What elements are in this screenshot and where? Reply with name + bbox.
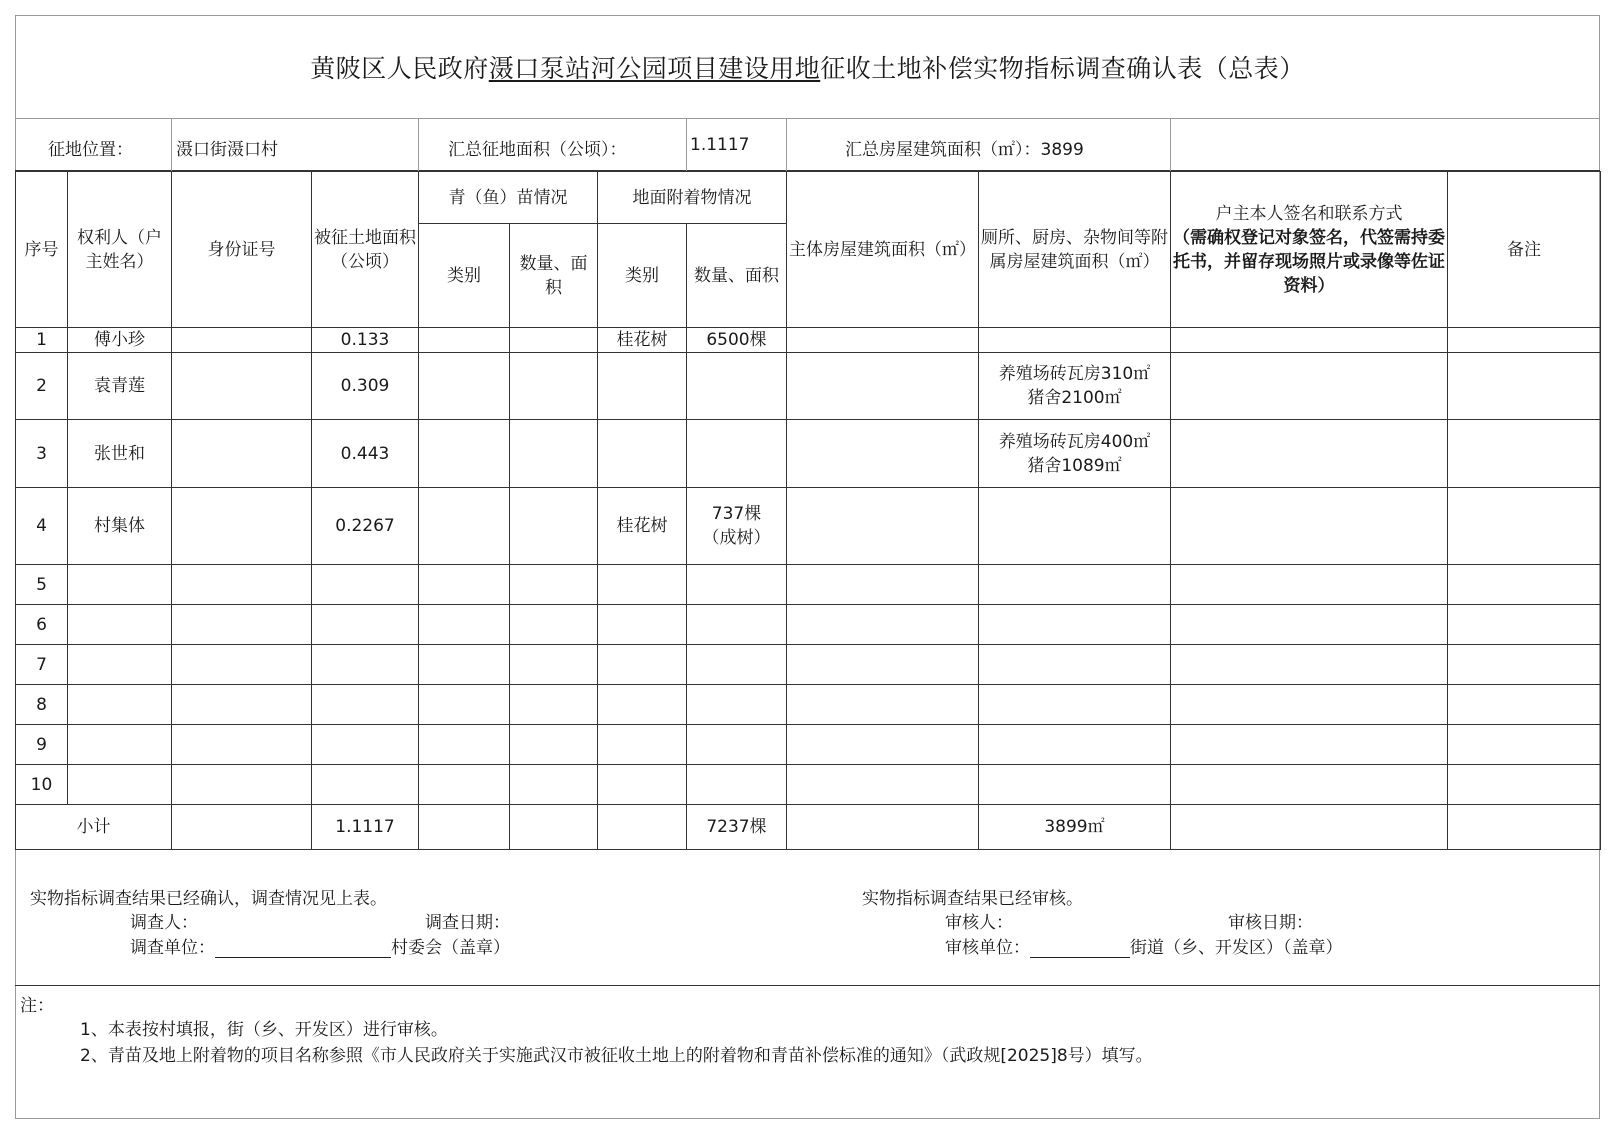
id-cell: [172, 685, 312, 725]
seq-cell: 7: [16, 645, 68, 685]
seq-cell: 2: [16, 353, 68, 420]
attach-quantity-cell: [687, 725, 787, 765]
owner-cell: [68, 765, 172, 805]
attach-type-cell: [598, 645, 687, 685]
aux-house-cell: [979, 685, 1171, 725]
remark-cell: [1448, 488, 1601, 565]
id-cell: [172, 565, 312, 605]
crops-quantity-cell: [510, 605, 598, 645]
remark-cell: [1448, 605, 1601, 645]
aux-house-cell: [979, 328, 1171, 353]
page-title: [15, 15, 1600, 119]
land-area-cell: [312, 605, 419, 645]
total-area-label: 汇总征地面积（公顷）：: [448, 140, 627, 160]
notes-divider: [15, 985, 1600, 986]
attach-type-cell: [598, 605, 687, 645]
review-unit-label: 审核单位：: [945, 938, 1030, 958]
land-area-cell: [312, 765, 419, 805]
id-cell: [172, 725, 312, 765]
land-area-cell: [312, 725, 419, 765]
crops-type-cell: [419, 488, 510, 565]
attach-type-cell: [598, 765, 687, 805]
header-crops: 青（鱼）苗情况: [419, 172, 598, 224]
title-project: 滠口泵站河公园项目建设用地: [488, 53, 821, 83]
street-seal: 街道（乡、开发区）（盖章）: [1130, 938, 1343, 958]
header-owner: 权利人（户主姓名）: [68, 172, 172, 328]
total-area-value: 1.1117: [690, 135, 750, 155]
review-unit-row: [945, 933, 1343, 958]
crops-quantity-cell: [510, 328, 598, 353]
header-main-house: 主体房屋建筑面积（㎡）: [787, 172, 979, 328]
attach-type-cell: [598, 725, 687, 765]
total-building-label: 汇总房屋建筑面积（㎡）：3899: [845, 140, 1084, 160]
attach-quantity-cell: [687, 565, 787, 605]
header-attach-type: 类别: [598, 224, 687, 328]
aux-house-cell: [979, 765, 1171, 805]
id-cell: [172, 765, 312, 805]
signature-cell: [1171, 685, 1448, 725]
subtotal-cell: [1171, 805, 1448, 850]
attach-type-cell: [598, 565, 687, 605]
location-label: 征地位置：: [48, 140, 133, 160]
table-row: [16, 605, 1601, 645]
investigator-label: 调查人：: [130, 913, 198, 933]
investigate-unit-label: 调查单位：: [130, 938, 215, 958]
main-house-cell: [787, 420, 979, 488]
crops-quantity-cell: [510, 488, 598, 565]
location-value: 滠口街滠口村: [176, 140, 278, 160]
id-cell: [172, 353, 312, 420]
id-cell: [172, 605, 312, 645]
remark-cell: [1448, 765, 1601, 805]
main-house-cell: [787, 685, 979, 725]
land-area-cell: 0.2267: [312, 488, 419, 565]
remark-cell: [1448, 565, 1601, 605]
attach-quantity-cell: [687, 420, 787, 488]
remark-cell: [1448, 645, 1601, 685]
attach-quantity-cell: [687, 605, 787, 645]
table-row: [16, 328, 1601, 353]
main-house-cell: [787, 645, 979, 685]
attach-type-cell: 桂花树: [598, 328, 687, 353]
attach-quantity-cell: [687, 685, 787, 725]
table-row: [16, 725, 1601, 765]
seq-cell: 4: [16, 488, 68, 565]
main-house-cell: [787, 565, 979, 605]
attach-quantity-cell: [687, 645, 787, 685]
subtotal-cell: [598, 805, 687, 850]
subtotal-cell: [172, 805, 312, 850]
id-cell: [172, 645, 312, 685]
main-house-cell: [787, 328, 979, 353]
subtotal-attach-quantity: 7237棵: [687, 805, 787, 850]
investigate-unit-row: [130, 933, 510, 958]
signature-cell: [1171, 725, 1448, 765]
crops-type-cell: [419, 420, 510, 488]
attach-quantity-cell: 737棵 （成树）: [687, 488, 787, 565]
owner-cell: 张世和: [68, 420, 172, 488]
crops-type-cell: [419, 353, 510, 420]
subtotal-label: 小计: [16, 805, 172, 850]
signature-cell: [1171, 645, 1448, 685]
remark-cell: [1448, 725, 1601, 765]
header-remark: 备注: [1448, 172, 1601, 328]
main-house-cell: [787, 765, 979, 805]
main-house-cell: [787, 605, 979, 645]
signature-cell: [1171, 353, 1448, 420]
remark-cell: [1448, 328, 1601, 353]
signature-cell: [1171, 420, 1448, 488]
seq-cell: 5: [16, 565, 68, 605]
crops-type-cell: [419, 328, 510, 353]
owner-cell: [68, 565, 172, 605]
signature-cell: [1171, 488, 1448, 565]
left-statement: 实物指标调查结果已经确认，调查情况见上表。: [30, 889, 387, 909]
signature-cell: [1171, 605, 1448, 645]
aux-house-cell: [979, 488, 1171, 565]
owner-cell: [68, 685, 172, 725]
attach-quantity-cell: [687, 765, 787, 805]
header-id: 身份证号: [172, 172, 312, 328]
reviewer-label: 审核人：: [945, 913, 1013, 933]
owner-cell: [68, 725, 172, 765]
note-1: 1、本表按村填报，街（乡、开发区）进行审核。: [80, 1020, 448, 1040]
main-house-cell: [787, 725, 979, 765]
aux-house-cell: [979, 645, 1171, 685]
id-cell: [172, 328, 312, 353]
owner-cell: [68, 605, 172, 645]
crops-quantity-cell: [510, 765, 598, 805]
attach-type-cell: 桂花树: [598, 488, 687, 565]
seq-cell: 9: [16, 725, 68, 765]
crops-quantity-cell: [510, 353, 598, 420]
subtotal-cell: [1448, 805, 1601, 850]
crops-quantity-cell: [510, 645, 598, 685]
id-cell: [172, 488, 312, 565]
notes-heading: 注：: [20, 996, 54, 1016]
right-statement: 实物指标调查结果已经审核。: [862, 889, 1083, 909]
table-row: [16, 488, 1601, 565]
village-seal: 村委会（盖章）: [391, 938, 510, 958]
investigate-unit-blank[interactable]: [215, 939, 391, 958]
owner-cell: 傅小珍: [68, 328, 172, 353]
crops-type-cell: [419, 765, 510, 805]
land-area-cell: [312, 565, 419, 605]
crops-type-cell: [419, 645, 510, 685]
investigate-date-label: 调查日期：: [425, 913, 510, 933]
header-crops-type: 类别: [419, 224, 510, 328]
remark-cell: [1448, 685, 1601, 725]
title-suffix: 征收土地补偿实物指标调查确认表（总表）: [820, 53, 1305, 83]
crops-quantity-cell: [510, 420, 598, 488]
aux-house-cell: 养殖场砖瓦房400㎡ 猪舍1089㎡: [979, 420, 1171, 488]
signature-cell: [1171, 765, 1448, 805]
land-area-cell: 0.443: [312, 420, 419, 488]
subtotal-aux: 3899㎡: [979, 805, 1171, 850]
header-aux-house: 厕所、厨房、杂物间等附属房屋建筑面积（㎡）: [979, 172, 1171, 328]
table-row: [16, 685, 1601, 725]
main-house-cell: [787, 353, 979, 420]
seq-cell: 3: [16, 420, 68, 488]
subtotal-land: 1.1117: [312, 805, 419, 850]
remark-cell: [1448, 420, 1601, 488]
attach-type-cell: [598, 353, 687, 420]
owner-cell: [68, 645, 172, 685]
crops-quantity-cell: [510, 725, 598, 765]
attach-type-cell: [598, 420, 687, 488]
seq-cell: 10: [16, 765, 68, 805]
main-house-cell: [787, 488, 979, 565]
review-unit-blank[interactable]: [1030, 939, 1130, 958]
subtotal-cell: [510, 805, 598, 850]
crops-quantity-cell: [510, 685, 598, 725]
header-signature: [1171, 172, 1448, 328]
owner-cell: 袁青莲: [68, 353, 172, 420]
header-land-area: 被征土地面积（公顷）: [312, 172, 419, 328]
table-row: [16, 420, 1601, 488]
table-row: [16, 565, 1601, 605]
id-cell: [172, 420, 312, 488]
review-date-label: 审核日期：: [1228, 913, 1313, 933]
aux-house-cell: [979, 725, 1171, 765]
land-area-cell: 0.309: [312, 353, 419, 420]
header-signature-title: 户主本人签名和联系方式: [1215, 203, 1403, 224]
subtotal-cell: [787, 805, 979, 850]
aux-house-cell: [979, 565, 1171, 605]
crops-type-cell: [419, 605, 510, 645]
seq-cell: 8: [16, 685, 68, 725]
header-signature-note: （需确权登记对象签名，代签需持委托书，并留存现场照片或录像等佐证资料）: [1173, 227, 1445, 296]
subtotal-cell: [419, 805, 510, 850]
owner-cell: 村集体: [68, 488, 172, 565]
crops-quantity-cell: [510, 565, 598, 605]
signature-cell: [1171, 565, 1448, 605]
land-area-cell: [312, 685, 419, 725]
subtotal-row: [16, 805, 1601, 850]
crops-type-cell: [419, 685, 510, 725]
compensation-table: [15, 171, 1601, 850]
land-area-cell: 0.133: [312, 328, 419, 353]
table-row: [16, 353, 1601, 420]
crops-type-cell: [419, 725, 510, 765]
attach-quantity-cell: 6500棵: [687, 328, 787, 353]
aux-house-cell: [979, 605, 1171, 645]
title-prefix: 黄陂区人民政府: [310, 53, 489, 83]
header-seq: 序号: [16, 172, 68, 328]
header-crops-quantity: 数量、面积: [510, 224, 598, 328]
header-attach-quantity: 数量、面积: [687, 224, 787, 328]
table-row: [16, 645, 1601, 685]
note-2: 2、青苗及地上附着物的项目名称参照《市人民政府关于实施武汉市被征收土地上的附着物和青苗补偿标准的通知》（武政规[2025]8号）填写。: [80, 1046, 1153, 1066]
seq-cell: 1: [16, 328, 68, 353]
table-row: [16, 765, 1601, 805]
aux-house-cell: 养殖场砖瓦房310㎡ 猪舍2100㎡: [979, 353, 1171, 420]
attach-quantity-cell: [687, 353, 787, 420]
seq-cell: 6: [16, 605, 68, 645]
crops-type-cell: [419, 565, 510, 605]
header-attachments: 地面附着物情况: [598, 172, 787, 224]
signature-cell: [1171, 328, 1448, 353]
land-area-cell: [312, 645, 419, 685]
remark-cell: [1448, 353, 1601, 420]
attach-type-cell: [598, 685, 687, 725]
